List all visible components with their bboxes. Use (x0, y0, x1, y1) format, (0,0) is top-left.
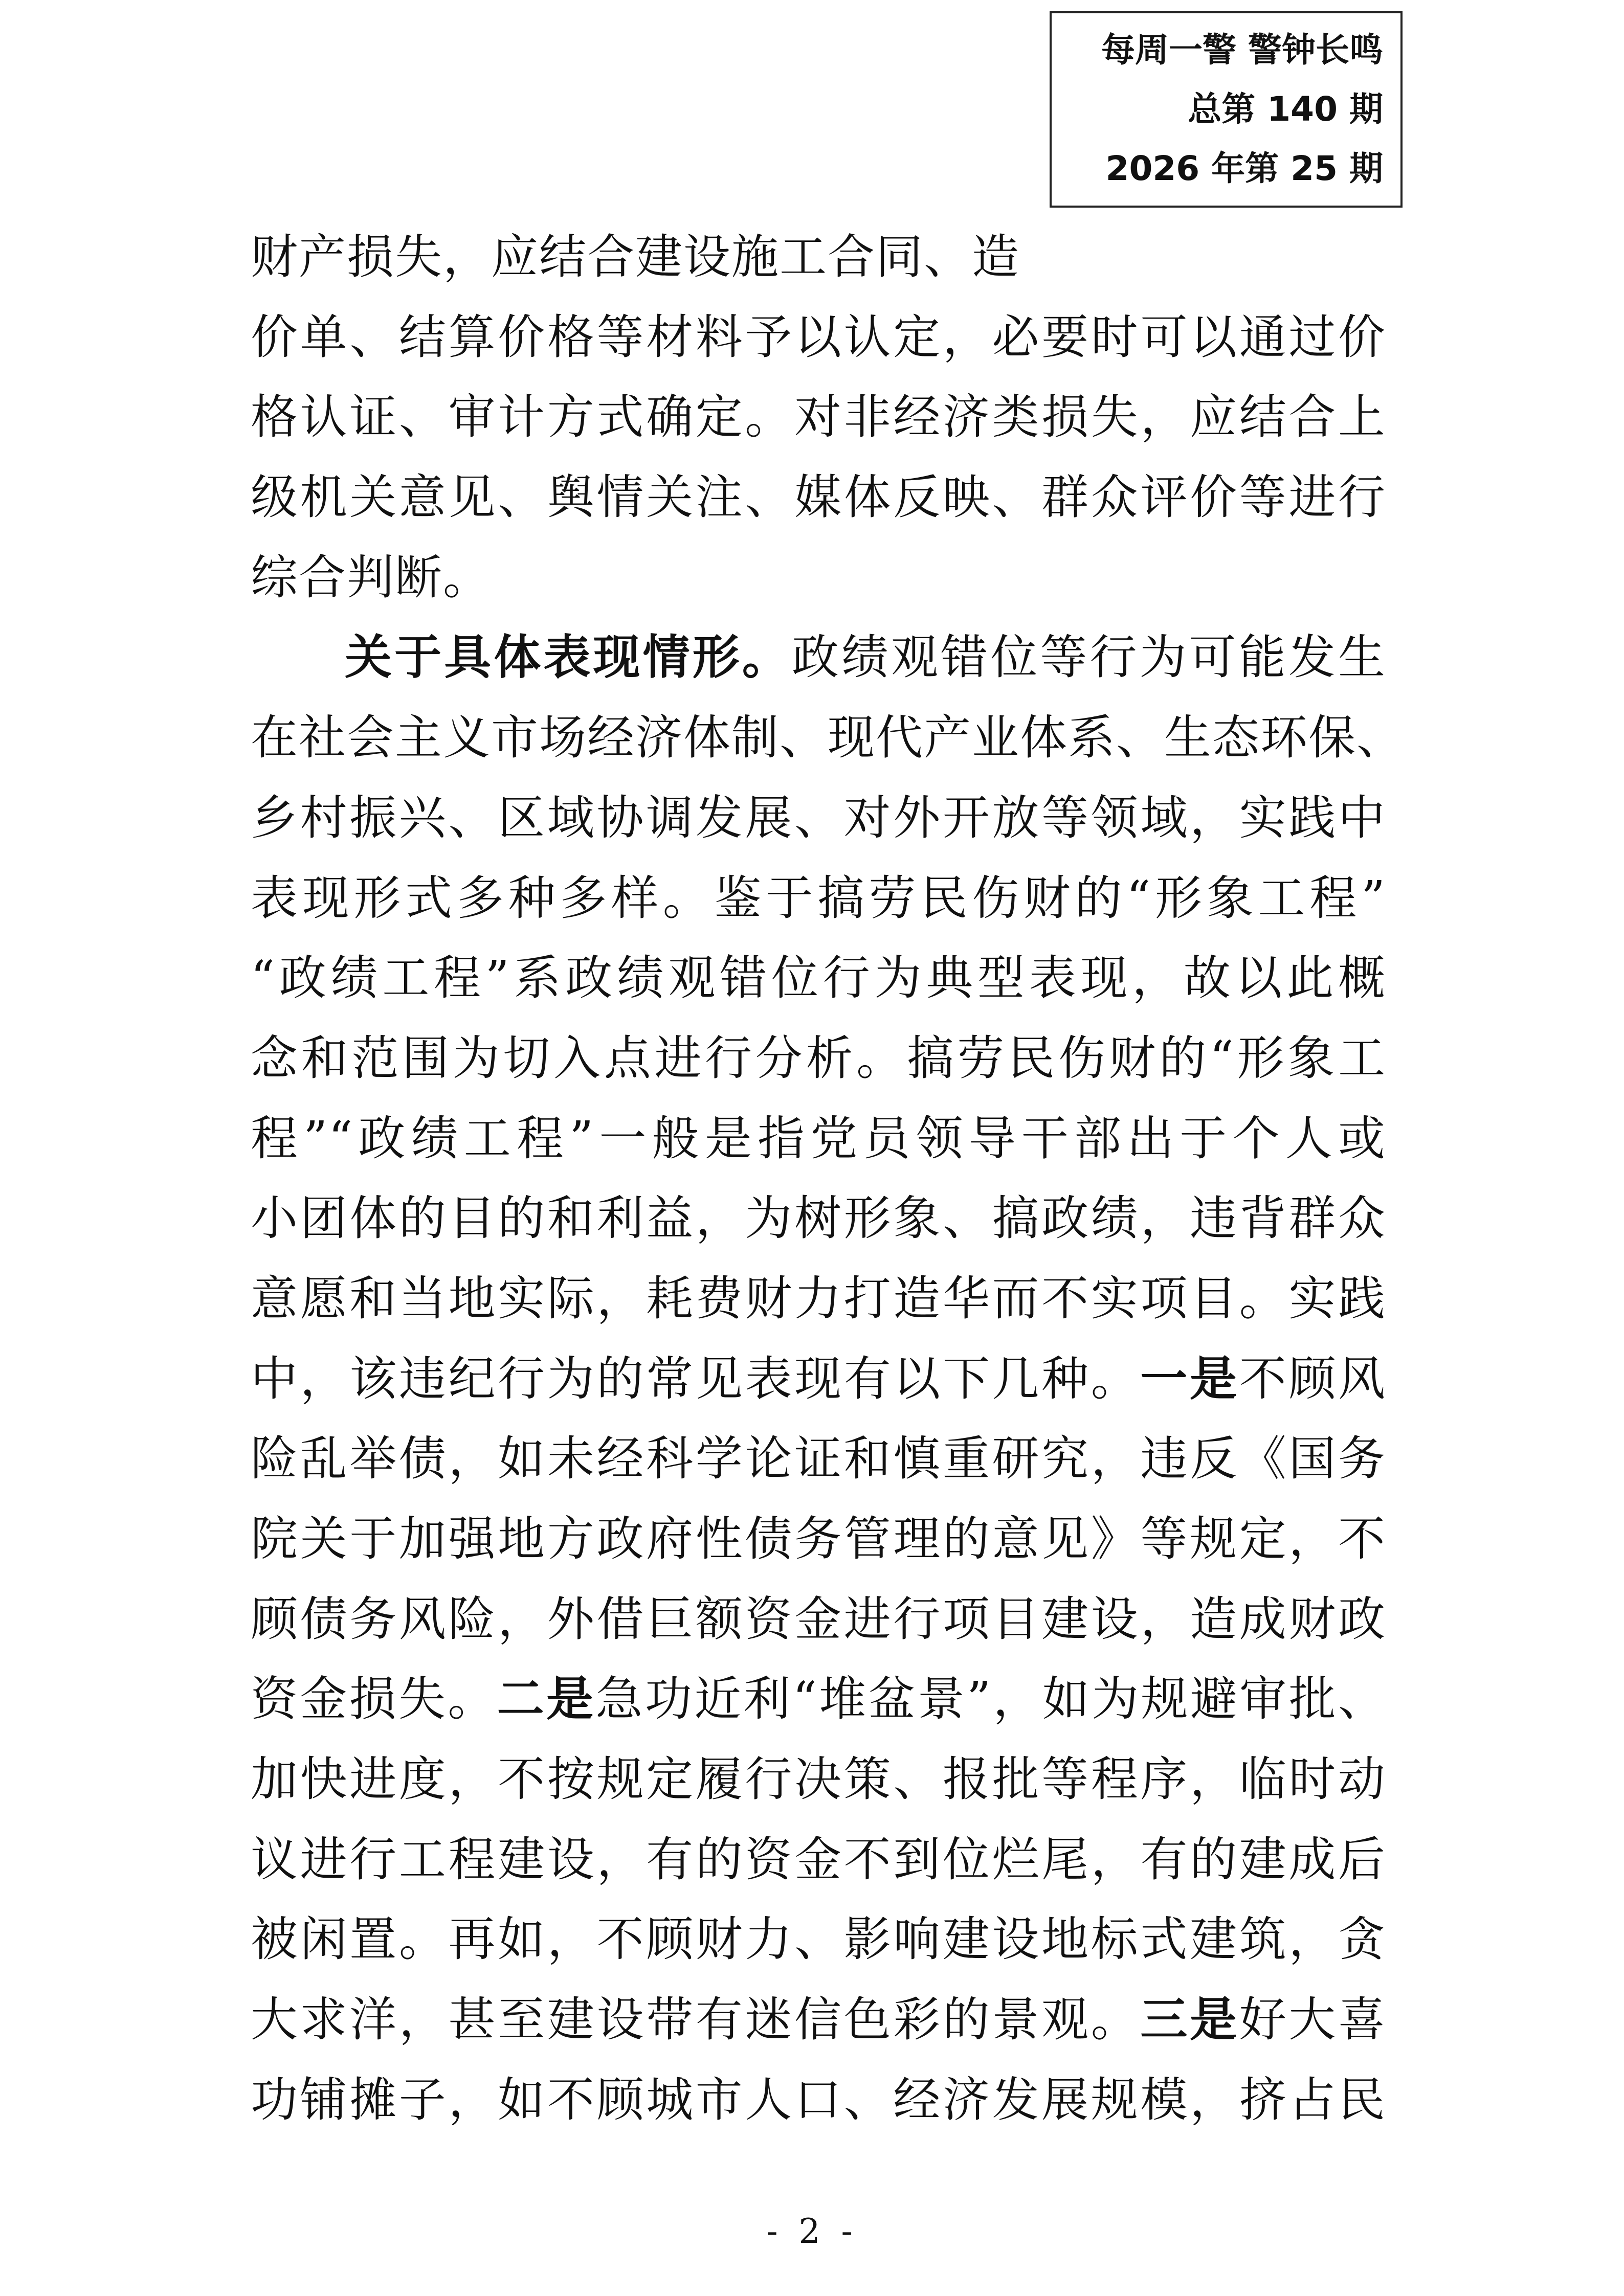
text-line: 表现形式多种多样。鉴于搞劳民伤财的“形象工程” (251, 870, 1386, 926)
text-line: 级机关意见、舆情关注、媒体反映、群众评价等进行 (251, 470, 1386, 525)
text-span: 大求洋，甚至建设带有迷信色彩的景观。 (251, 1992, 1141, 2047)
point-marker: 二是 (497, 1672, 596, 1727)
issue-total-number: 总第 140 期 (1188, 89, 1383, 129)
point-marker: 三是 (1140, 1992, 1239, 2047)
text-line: 在社会主义市场经济体制、现代产业体系、生态环保、 (251, 710, 1405, 766)
text-line: 程”“政绩工程”一般是指党员领导干部出于个人或 (251, 1111, 1386, 1166)
text-line: 险乱举债，如未经科学论证和慎重研究，违反《国务 (251, 1431, 1386, 1487)
section-heading: 关于具体表现情形。 (345, 630, 792, 685)
text-line: 被闲置。再如，不顾财力、影响建设地标式建筑，贪 (251, 1912, 1386, 1967)
text-line (251, 1659, 1386, 1740)
text-line: 乡村振兴、区域协调发展、对外开放等领域，实践中 (251, 790, 1386, 845)
text-line: 意愿和当地实际，耗费财力打造华而不实项目。实践 (251, 1271, 1386, 1326)
text-line: 价单、结算价格等材料予以认定，必要时可以通过价 (251, 309, 1386, 365)
text-line: 格认证、审计方式确定。对非经济类损失，应结合上 (251, 390, 1386, 445)
text-line: “政绩工程”系政绩观错位行为典型表现，故以此概 (251, 951, 1386, 1006)
text-line: 综合判断。 (251, 550, 492, 605)
text-line (251, 1339, 1386, 1420)
text-span: 中，该违纪行为的常见表现有以下几种。 (251, 1351, 1141, 1406)
text-span: 资金损失。 (251, 1672, 497, 1727)
text-span: 急功近利“堆盆景”，如为规避审批、 (595, 1672, 1386, 1727)
text-span: 好大喜 (1239, 1992, 1386, 2047)
text-span: 不顾风 (1239, 1351, 1386, 1406)
text-span: 政绩观错位等行为可能发生 (791, 630, 1386, 685)
text-line (251, 1980, 1386, 2060)
page-number: - 2 - (766, 2212, 858, 2251)
text-line: 小团体的目的和利益，为树形象、搞政绩，违背群众 (251, 1191, 1386, 1246)
text-line: 功铺摊子，如不顾城市人口、经济发展规模，挤占民 (251, 2072, 1386, 2127)
text-line: 加快进度，不按规定履行决策、报批等程序，临时动 (251, 1752, 1386, 1807)
text-line: 念和范围为切入点进行分析。搞劳民伤财的“形象工 (251, 1030, 1386, 1086)
issue-year-number: 2026 年第 25 期 (1105, 149, 1383, 188)
text-line (251, 618, 1386, 698)
issue-info-box (1050, 11, 1403, 208)
text-line: 顾债务风险，外借巨额资金进行项目建设，造成财政 (251, 1591, 1386, 1647)
issue-slogan: 每周一警 警钟长鸣 (1101, 30, 1383, 70)
point-marker: 一是 (1140, 1351, 1239, 1406)
text-line: 财产损失，应结合建设施工合同、造 (251, 230, 1020, 284)
text-line: 议进行工程建设，有的资金不到位烂尾，有的建成后 (251, 1832, 1386, 1887)
text-line: 院关于加强地方政府性债务管理的意见》等规定，不 (251, 1512, 1386, 1566)
document-body (251, 217, 1405, 2141)
